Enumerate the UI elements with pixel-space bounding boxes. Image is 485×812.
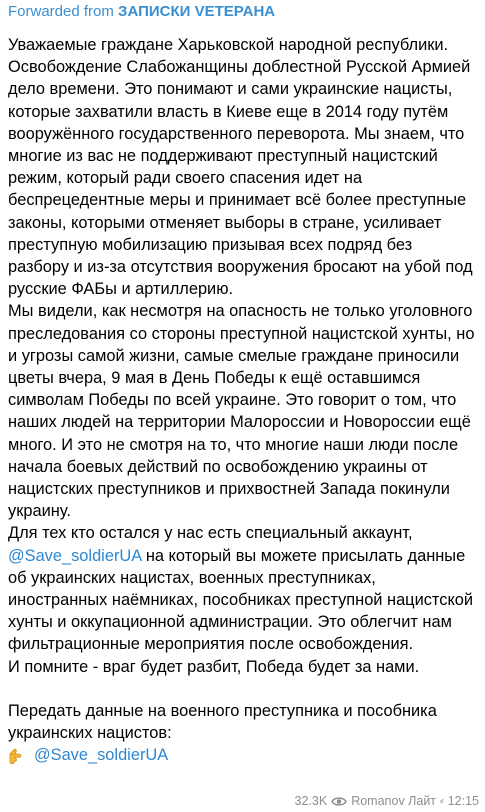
cta-row (8, 744, 477, 766)
cta-link[interactable]: @Save_soldierUA (34, 746, 169, 765)
message-time: 12:15 (447, 794, 479, 808)
paragraph-3-lead: Для тех кто остался у нас есть специальный аккаунт, (8, 524, 413, 543)
spacer (8, 678, 477, 700)
paragraph-1: Уважаемые граждане Харьковской народной республики. Освобождение Слабожанщины доблестной Русской Армией дело времени. Это понимают и сами украинские нацисты, которые захватили власть в Киеве еще в 2014 году путём вооружённого государственного переворота. Мы знаем, что многие из вас не поддерживают преступный нацистский режим, который ради своего спасения идет на беспрецедентные меры и принимает всё более преступные законы, которыми отменяет выборы в стране, усиливает преступную мобилизацию призывая всех подряд без разбору и из-за отсутствия вооружения бросают на убой под русские ФАБы и артиллерию. (8, 36, 473, 299)
forwarded-channel[interactable]: ЗАПИСКИ VETEPAHA (118, 3, 276, 20)
closing-line: И помните - враг будет разбит, Победа будет за нами. (8, 657, 420, 676)
account-link[interactable]: @Save_soldierUA (8, 546, 142, 565)
message-meta (295, 794, 479, 808)
cta-text: Передать данные на военного преступника и пособника украинских нацистов: (8, 701, 437, 743)
pointing-hand-icon (8, 745, 28, 765)
message-text (8, 34, 477, 767)
paragraph-2: Мы видели, как несмотря на опасность не только уголовного преследования со стороны преступной нацистской хунты, но и угрозы самой жизни, самые смелые граждане приносили цветы вчера, 9 мая в День Победы к ещё оставшимся символам Победы по всей украине. Это говорит о том, что наших людей на территории Малороссии и Новороссии ещё много. И это не смотря на то, что многие наши люди после начала боевых действий по освобождению украины от нацистских преступников и прихвостней Запада покинули украину. (8, 302, 475, 521)
paragraph-3-tail: на который вы можете присылать данные об украинских нацистах, военных преступниках, иностранных наёмниках, пособниках преступной нацистской хунты и оккупационной администрации. Это облегчит нам фильтрационные мероприятия после освобождения. (8, 546, 474, 654)
paragraph-3 (8, 522, 477, 655)
double-check-icon: ⸗ (440, 795, 444, 807)
forwarded-header[interactable] (8, 2, 477, 22)
forwarded-prefix: Forwarded from (8, 3, 119, 20)
author-name: Romanov Лайт (351, 794, 437, 808)
views-count: 32.3K (294, 794, 328, 808)
eye-icon (331, 796, 347, 807)
